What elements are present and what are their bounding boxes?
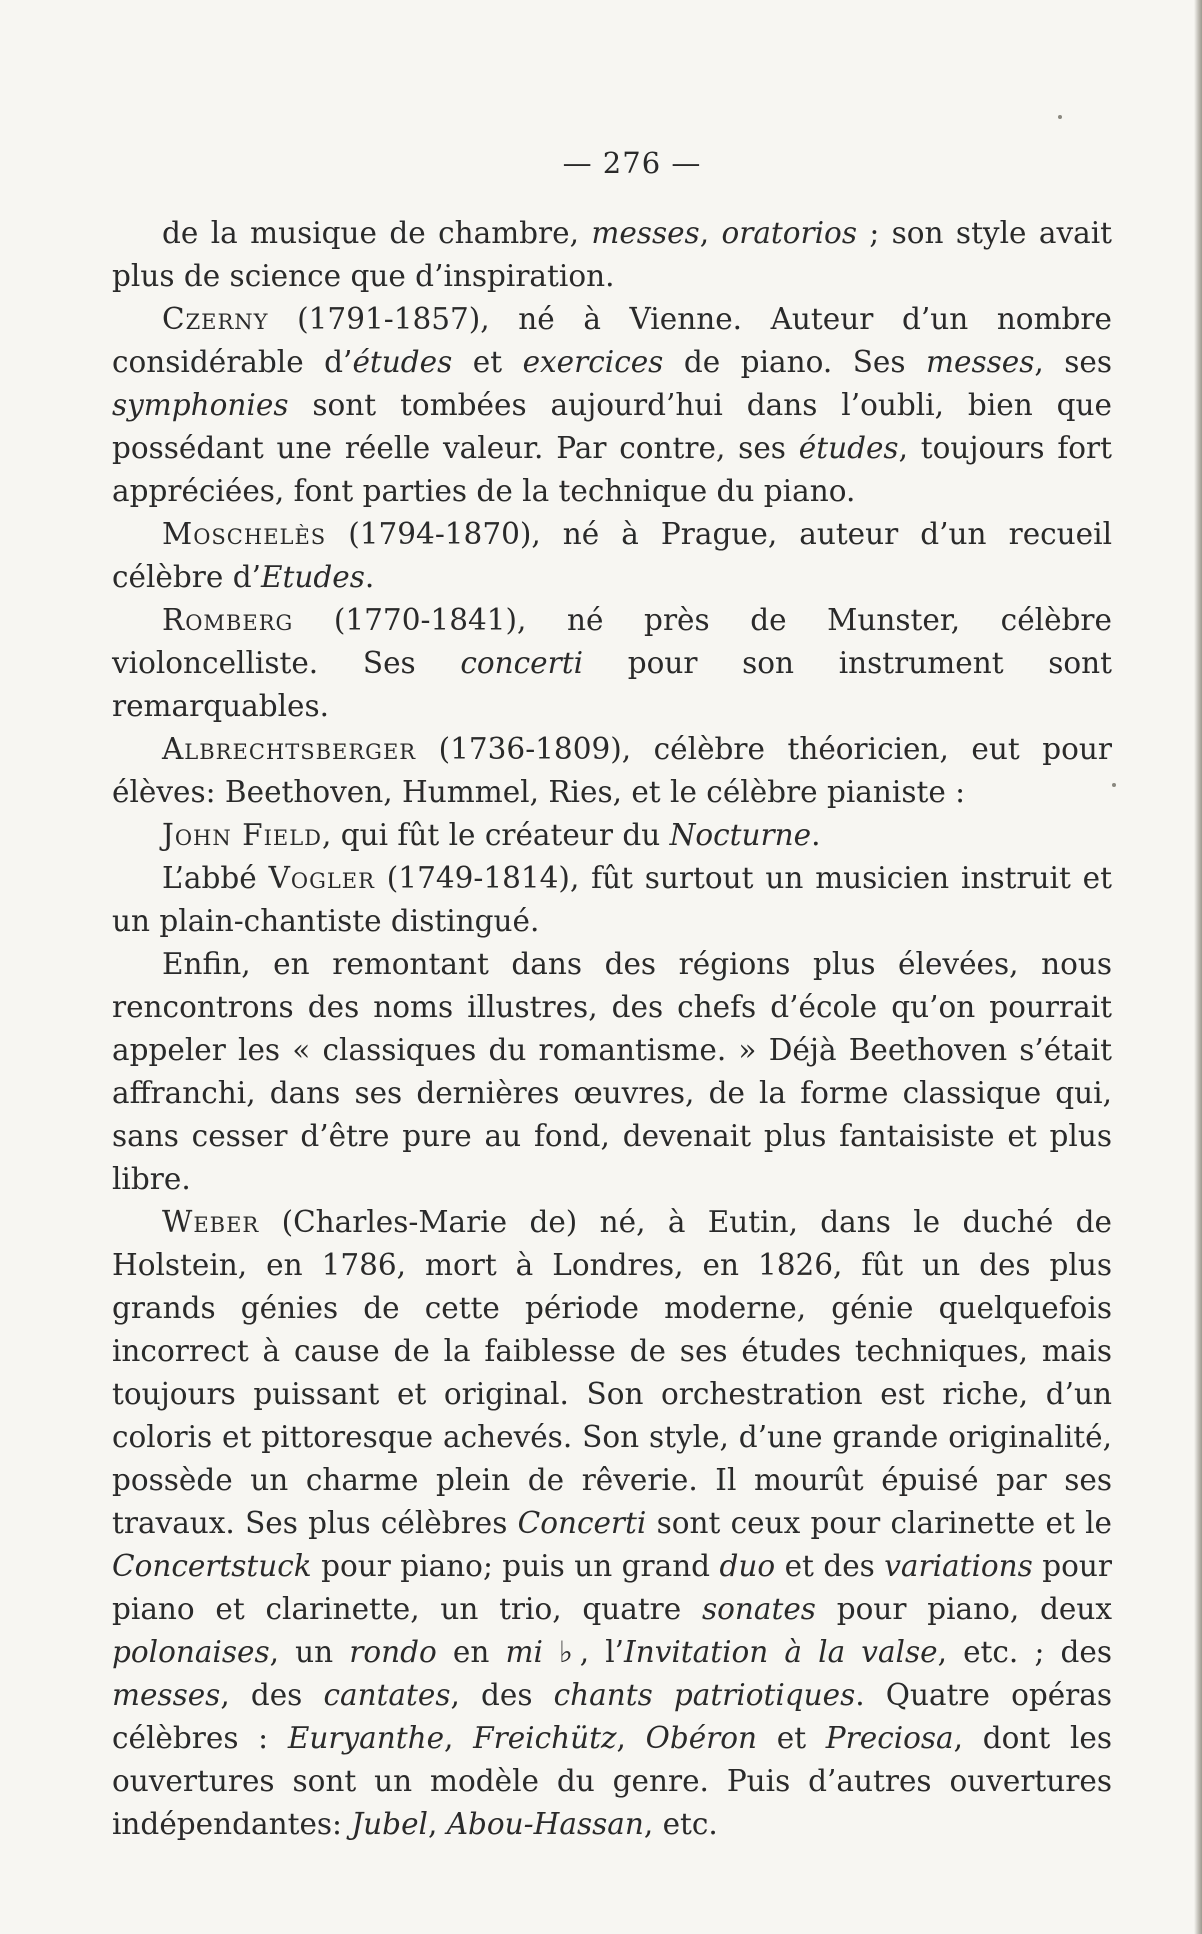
text-run: . Quatre opéras célèbres : — [112, 1678, 1113, 1755]
paragraph-albrechtsberger — [112, 728, 1112, 814]
text-run: , — [699, 216, 722, 250]
paragraph-enfin — [112, 943, 1112, 1201]
italic-term: Invitation à la valse — [624, 1635, 938, 1669]
italic-term: Concerti — [517, 1506, 647, 1540]
italic-term: chants patriotiques — [553, 1678, 856, 1712]
paragraph-moscheles — [112, 513, 1112, 599]
italic-term: oratorios — [721, 216, 857, 250]
italic-term: exercices — [522, 345, 664, 379]
italic-term: variations — [884, 1549, 1033, 1583]
text-run: (1791-1857), né à Vienne. Auteur d’un nombre considérable d’ — [112, 302, 1112, 379]
text-run: pour son instrument sont remarquables. — [112, 646, 1112, 723]
text-run: et des — [775, 1549, 885, 1583]
composer-name: Czerny — [162, 302, 269, 336]
text-run: . — [364, 560, 375, 594]
text-run: L’abbé — [162, 861, 269, 895]
composer-name: Weber — [162, 1205, 260, 1239]
text-run: ; son style avait plus de science que d’inspiration. — [112, 216, 1112, 293]
text-run: , des — [220, 1678, 324, 1712]
italic-term: Etudes — [260, 560, 365, 594]
paragraph-romberg — [112, 599, 1112, 728]
italic-term: sonates — [702, 1592, 816, 1626]
text-run: (1736-1809), célèbre théoricien, eut pour élèves: Beethoven, Hummel, Ries, et le célèbre pianiste : — [112, 732, 1112, 809]
text-run: , dont les ouvertures sont un modèle du genre. Puis d’autres ouvertures indépendantes: — [112, 1721, 1112, 1841]
paragraph-czerny — [112, 298, 1112, 513]
text-run: (1770-1841), né près de Munster, célèbre violoncelliste. Ses — [112, 603, 1112, 680]
italic-term: symphonies — [112, 388, 289, 422]
page-number: — 276 — — [562, 146, 702, 180]
text-run: pour piano, deux — [815, 1592, 1112, 1626]
book-page — [112, 146, 1112, 1846]
text-run: , — [444, 1721, 474, 1755]
composer-name: Vogler — [268, 861, 375, 895]
italic-term: Obéron — [645, 1721, 758, 1755]
text-run: pour piano et clarinette, un trio, quatre — [112, 1549, 1112, 1626]
text-run: , — [616, 1721, 646, 1755]
text-run: sont ceux pour clarinette et le — [646, 1506, 1112, 1540]
italic-term: messes — [112, 1678, 221, 1712]
text-run: , ses — [1034, 345, 1112, 379]
italic-term: cantates — [323, 1678, 451, 1712]
italic-term: mi — [505, 1635, 543, 1669]
text-run: , qui fût le créateur du — [321, 818, 670, 852]
speck-mark — [1112, 783, 1116, 787]
composer-name: John Field — [162, 818, 322, 852]
composer-name: Albrechtsberger — [162, 732, 417, 766]
text-run: (Charles-Marie de) né, à Eutin, dans le duché de Holstein, en 1786, mort à Londres, en 1826, fût un des plus grands génies de cette période moderne, génie quelquefois incorrect à cause de la faiblesse de ses études techniques, mais toujours puissant et original. Son orchestration est riche, d’un coloris et pittoresque achevés. Son style, d’une grande originalité, possède un charme plein de rêverie. Il mourût épuisé par ses travaux. Ses plus célèbres — [112, 1205, 1112, 1540]
text-run: . — [811, 818, 821, 852]
text-run: sont tombées aujourd’hui dans l’oubli, bien que possédant une réelle valeur. Par contre, ses — [112, 388, 1112, 465]
composer-name: Romberg — [162, 603, 294, 637]
italic-term: duo — [719, 1549, 776, 1583]
text-run: , toujours fort appréciées, font parties de la technique du piano. — [112, 431, 1113, 508]
text-run: ♭, l’ — [542, 1635, 625, 1669]
paragraph-weber — [112, 1201, 1112, 1846]
italic-term: Freichütz — [473, 1721, 617, 1755]
italic-term: Abou-Hassan — [446, 1807, 644, 1841]
italic-term: messes — [591, 216, 700, 250]
text-run: de piano. Ses — [663, 345, 927, 379]
text-run: (1794-1870), né à Prague, auteur d’un recueil célèbre d’ — [112, 517, 1112, 594]
italic-term: concerti — [460, 646, 584, 680]
text-run: , des — [450, 1678, 554, 1712]
italic-term: messes — [926, 345, 1035, 379]
paragraph-cont — [112, 212, 1112, 298]
italic-term: Nocturne — [669, 818, 812, 852]
text-run: , etc. — [643, 1807, 718, 1841]
text-run: et — [452, 345, 523, 379]
paragraph-vogler — [112, 857, 1112, 943]
text-run: , — [427, 1807, 447, 1841]
italic-term: Euryanthe — [287, 1721, 445, 1755]
italic-term: rondo — [349, 1635, 437, 1669]
italic-term: études — [352, 345, 453, 379]
italic-term: Jubel — [351, 1807, 428, 1841]
italic-term: études — [798, 431, 899, 465]
text-run: (1749-1814), fût surtout un musicien instruit et un plain-chantiste distingué. — [112, 861, 1112, 938]
text-run: et — [757, 1721, 826, 1755]
italic-term: Preciosa — [825, 1721, 954, 1755]
italic-term: Concertstuck — [112, 1549, 312, 1583]
italic-term: polonaises — [112, 1635, 270, 1669]
body-text — [112, 212, 1112, 1846]
text-run: , etc. ; des — [937, 1635, 1112, 1669]
text-run: pour piano; puis un grand — [311, 1549, 720, 1583]
text-run: de la musique de chambre, — [162, 216, 592, 250]
text-run: en — [436, 1635, 506, 1669]
paragraph-field — [112, 814, 1112, 857]
text-run: , un — [269, 1635, 350, 1669]
page-edge-shadow — [1194, 0, 1202, 1934]
text-run: Enfin, en remontant dans des régions plus élevées, nous rencontrons des noms illustres, des chefs d’école qu’on pourrait appeler les « classiques du romantisme. » Déjà Beethoven s’était affranchi, dans ses dernières œuvres, de la forme classique qui, sans cesser d’être pure au fond, devenait plus fantaisiste et plus libre. — [112, 947, 1112, 1196]
composer-name: Moschelès — [162, 517, 327, 551]
speck-mark — [1058, 115, 1062, 119]
